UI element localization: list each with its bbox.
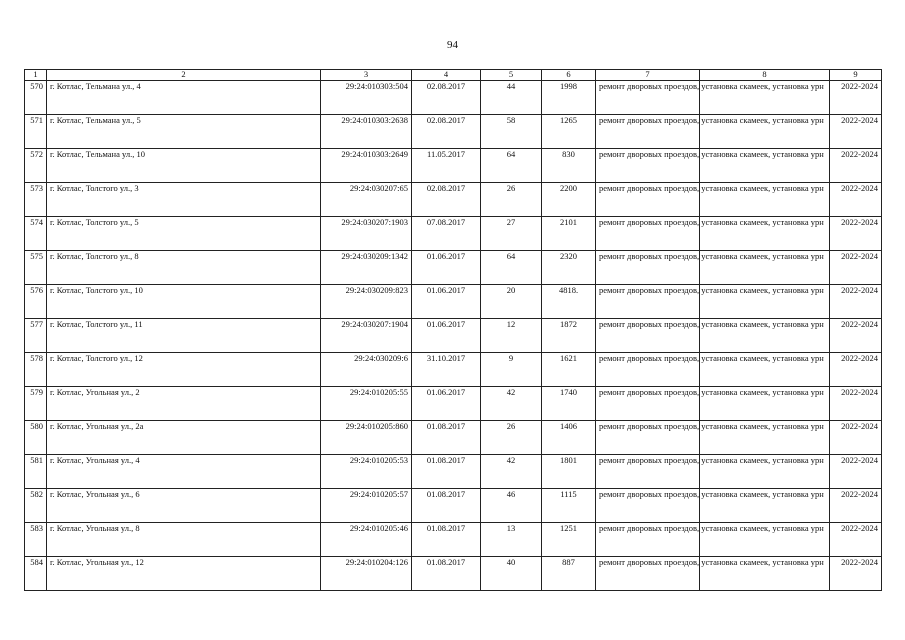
- date-cell: 02.08.2017: [412, 115, 481, 149]
- address-cell: г. Котлас, Угольная ул., 12: [47, 557, 321, 591]
- work-description-cell: ремонт дворовых проездов, установка скамеек, установка урн: [596, 489, 700, 523]
- cadastral-number-cell: 29:24:030207:1903: [321, 217, 412, 251]
- date-cell: 02.08.2017: [412, 81, 481, 115]
- column-6-cell: 2320: [542, 251, 596, 285]
- row-number: 577: [25, 319, 47, 353]
- work-description-cell: ремонт дворовых проездов, установка скамеек, установка урн: [596, 285, 700, 319]
- date-cell: 02.08.2017: [412, 183, 481, 217]
- column-header-5: 5: [481, 70, 542, 81]
- date-cell: 01.08.2017: [412, 523, 481, 557]
- cadastral-number-cell: 29:24:010303:504: [321, 81, 412, 115]
- period-cell: 2022-2024: [830, 421, 882, 455]
- table-row: [25, 149, 882, 183]
- row-number: 576: [25, 285, 47, 319]
- row-number: 575: [25, 251, 47, 285]
- table-row: [25, 387, 882, 421]
- address-cell: г. Котлас, Угольная ул., 2: [47, 387, 321, 421]
- date-cell: 11.05.2017: [412, 149, 481, 183]
- address-cell: г. Котлас, Толстого ул., 11: [47, 319, 321, 353]
- date-cell: 01.06.2017: [412, 285, 481, 319]
- cadastral-number-cell: 29:24:030209:823: [321, 285, 412, 319]
- cadastral-number-cell: 29:24:010205:53: [321, 455, 412, 489]
- row-number: 582: [25, 489, 47, 523]
- column-6-cell: 1251: [542, 523, 596, 557]
- table-body: [25, 81, 882, 591]
- column-6-cell: 1265: [542, 115, 596, 149]
- column-header-1: 1: [25, 70, 47, 81]
- address-cell: г. Котлас, Толстого ул., 5: [47, 217, 321, 251]
- cadastral-number-cell: 29:24:010205:46: [321, 523, 412, 557]
- table-row: [25, 285, 882, 319]
- work-description-cell: ремонт дворовых проездов, установка скамеек, установка урн: [596, 421, 700, 455]
- column-6-cell: 1621: [542, 353, 596, 387]
- row-number: 578: [25, 353, 47, 387]
- cadastral-number-cell: 29:24:030209:1342: [321, 251, 412, 285]
- table-row: [25, 115, 882, 149]
- table-row: [25, 319, 882, 353]
- column-5-cell: 64: [481, 149, 542, 183]
- column-5-cell: 40: [481, 557, 542, 591]
- table-row: [25, 217, 882, 251]
- column-5-cell: 46: [481, 489, 542, 523]
- period-cell: 2022-2024: [830, 149, 882, 183]
- work-description-cell: ремонт дворовых проездов, установка скамеек, установка урн: [596, 523, 700, 557]
- address-cell: г. Котлас, Угольная ул., 4: [47, 455, 321, 489]
- date-cell: 01.06.2017: [412, 319, 481, 353]
- row-number: 583: [25, 523, 47, 557]
- table-row: [25, 489, 882, 523]
- column-6-cell: 2101: [542, 217, 596, 251]
- column-6-cell: 1872: [542, 319, 596, 353]
- column-header-9: 9: [830, 70, 882, 81]
- period-cell: 2022-2024: [830, 455, 882, 489]
- date-cell: 01.06.2017: [412, 251, 481, 285]
- column-header-2: 2: [47, 70, 321, 81]
- cadastral-number-cell: 29:24:010205:57: [321, 489, 412, 523]
- address-cell: г. Котлас, Угольная ул., 8: [47, 523, 321, 557]
- address-cell: г. Котлас, Толстого ул., 10: [47, 285, 321, 319]
- column-6-cell: 830: [542, 149, 596, 183]
- cadastral-number-cell: 29:24:010303:2638: [321, 115, 412, 149]
- cadastral-number-cell: 29:24:010303:2649: [321, 149, 412, 183]
- address-cell: г. Котлас, Угольная ул., 6: [47, 489, 321, 523]
- date-cell: 01.06.2017: [412, 387, 481, 421]
- work-description-cell: ремонт дворовых проездов, установка скамеек, установка урн: [596, 557, 700, 591]
- period-cell: 2022-2024: [830, 217, 882, 251]
- date-cell: 01.08.2017: [412, 489, 481, 523]
- column-header-6: 6: [542, 70, 596, 81]
- column-5-cell: 9: [481, 353, 542, 387]
- column-6-cell: 1406: [542, 421, 596, 455]
- row-number: 574: [25, 217, 47, 251]
- period-cell: 2022-2024: [830, 489, 882, 523]
- period-cell: 2022-2024: [830, 557, 882, 591]
- table-row: [25, 81, 882, 115]
- work-description-cell: ремонт дворовых проездов, установка скамеек, установка урн: [596, 251, 700, 285]
- work-description-cell: ремонт дворовых проездов, установка скамеек, установка урн: [596, 149, 700, 183]
- column-6-cell: 1115: [542, 489, 596, 523]
- column-5-cell: 12: [481, 319, 542, 353]
- table-row: [25, 523, 882, 557]
- cadastral-number-cell: 29:24:010205:860: [321, 421, 412, 455]
- table-row: [25, 421, 882, 455]
- row-number: 572: [25, 149, 47, 183]
- work-description-cell: ремонт дворовых проездов, установка скамеек, установка урн: [596, 115, 700, 149]
- table-row: [25, 183, 882, 217]
- address-cell: г. Котлас, Толстого ул., 3: [47, 183, 321, 217]
- work-description-cell: ремонт дворовых проездов, установка скамеек, установка урн: [596, 455, 700, 489]
- row-number: 570: [25, 81, 47, 115]
- column-6-cell: 4818.: [542, 285, 596, 319]
- work-description-cell: ремонт дворовых проездов, установка скамеек, установка урн: [596, 183, 700, 217]
- table-row: [25, 353, 882, 387]
- table-row: [25, 557, 882, 591]
- header-row: [25, 70, 882, 81]
- date-cell: 01.08.2017: [412, 421, 481, 455]
- period-cell: 2022-2024: [830, 285, 882, 319]
- row-number: 584: [25, 557, 47, 591]
- work-description-cell: ремонт дворовых проездов, установка скамеек, установка урн: [596, 217, 700, 251]
- cadastral-number-cell: 29:24:010204:126: [321, 557, 412, 591]
- address-cell: г. Котлас, Тельмана ул., 5: [47, 115, 321, 149]
- cadastral-number-cell: 29:24:010205:55: [321, 387, 412, 421]
- address-cell: г. Котлас, Угольная ул., 2а: [47, 421, 321, 455]
- cadastral-number-cell: 29:24:030207:65: [321, 183, 412, 217]
- table-row: [25, 251, 882, 285]
- period-cell: 2022-2024: [830, 353, 882, 387]
- period-cell: 2022-2024: [830, 387, 882, 421]
- cadastral-number-cell: 29:24:030207:1904: [321, 319, 412, 353]
- row-number: 580: [25, 421, 47, 455]
- row-number: 571: [25, 115, 47, 149]
- address-cell: г. Котлас, Тельмана ул., 4: [47, 81, 321, 115]
- work-description-cell: ремонт дворовых проездов, установка скамеек, установка урн: [596, 319, 700, 353]
- cadastral-number-cell: 29:24:030209:6: [321, 353, 412, 387]
- table-row: [25, 455, 882, 489]
- date-cell: 07.08.2017: [412, 217, 481, 251]
- column-6-cell: 1801: [542, 455, 596, 489]
- row-number: 581: [25, 455, 47, 489]
- table-header: [25, 70, 882, 81]
- column-header-4: 4: [412, 70, 481, 81]
- column-5-cell: 20: [481, 285, 542, 319]
- work-description-cell: ремонт дворовых проездов, установка скамеек, установка урн: [596, 353, 700, 387]
- column-5-cell: 26: [481, 183, 542, 217]
- column-6-cell: 887: [542, 557, 596, 591]
- column-5-cell: 64: [481, 251, 542, 285]
- date-cell: 01.08.2017: [412, 557, 481, 591]
- column-header-8: 8: [700, 70, 830, 81]
- date-cell: 01.08.2017: [412, 455, 481, 489]
- page-number: 94: [447, 39, 458, 51]
- column-header-3: 3: [321, 70, 412, 81]
- column-5-cell: 42: [481, 387, 542, 421]
- period-cell: 2022-2024: [830, 115, 882, 149]
- row-number: 573: [25, 183, 47, 217]
- column-6-cell: 2200: [542, 183, 596, 217]
- period-cell: 2022-2024: [830, 319, 882, 353]
- column-5-cell: 26: [481, 421, 542, 455]
- period-cell: 2022-2024: [830, 81, 882, 115]
- work-description-cell: ремонт дворовых проездов, установка скамеек, установка урн: [596, 387, 700, 421]
- column-5-cell: 44: [481, 81, 542, 115]
- column-6-cell: 1998: [542, 81, 596, 115]
- address-cell: г. Котлас, Тельмана ул., 10: [47, 149, 321, 183]
- column-5-cell: 58: [481, 115, 542, 149]
- registry-table: [24, 69, 882, 591]
- period-cell: 2022-2024: [830, 523, 882, 557]
- date-cell: 31.10.2017: [412, 353, 481, 387]
- address-cell: г. Котлас, Толстого ул., 12: [47, 353, 321, 387]
- column-5-cell: 27: [481, 217, 542, 251]
- row-number: 579: [25, 387, 47, 421]
- column-6-cell: 1740: [542, 387, 596, 421]
- work-description-cell: ремонт дворовых проездов, установка скамеек, установка урн: [596, 81, 700, 115]
- column-5-cell: 42: [481, 455, 542, 489]
- column-header-7: 7: [596, 70, 700, 81]
- column-5-cell: 13: [481, 523, 542, 557]
- period-cell: 2022-2024: [830, 251, 882, 285]
- address-cell: г. Котлас, Толстого ул., 8: [47, 251, 321, 285]
- period-cell: 2022-2024: [830, 183, 882, 217]
